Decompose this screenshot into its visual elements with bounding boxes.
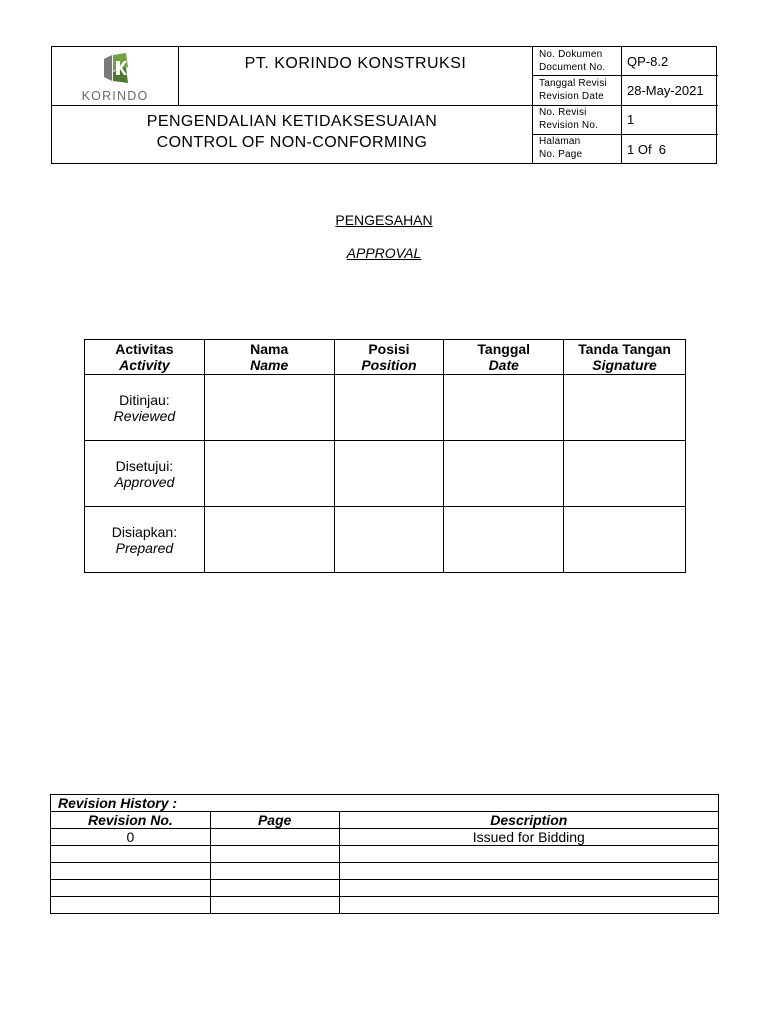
description-cell [339, 897, 718, 914]
revision-no-cell [51, 863, 211, 880]
description-cell [339, 863, 718, 880]
meta-label-revision-date: Tanggal Revisi Revision Date [539, 78, 607, 102]
name-cell[interactable] [204, 441, 334, 507]
meta-value-page: 1 Of 6 [627, 142, 667, 157]
signature-cell[interactable] [564, 507, 686, 573]
table-row [51, 846, 719, 863]
col-header-date: Tanggal Date [444, 340, 564, 375]
name-cell[interactable] [204, 507, 334, 573]
revision-no-cell [51, 880, 211, 897]
description-cell [339, 880, 718, 897]
position-cell[interactable] [334, 507, 444, 573]
date-cell[interactable] [444, 375, 564, 441]
table-row [51, 829, 719, 846]
meta-value-revision-date: 28-May-2021 [627, 83, 704, 98]
table-row [51, 880, 719, 897]
description-cell: Issued for Bidding [339, 829, 718, 846]
approval-header-row [85, 340, 686, 375]
page-cell [210, 897, 339, 914]
table-row [51, 863, 719, 880]
meta-value-revision-no: 1 [627, 112, 635, 127]
table-row [51, 897, 719, 914]
name-cell[interactable] [204, 375, 334, 441]
col-header-position: Posisi Position [334, 340, 444, 375]
table-row [85, 507, 686, 573]
table-row [85, 375, 686, 441]
meta-label-revision-no: No. Revisi Revision No. [539, 107, 599, 131]
row-label-reviewed: Ditinjau: Reviewed [85, 375, 205, 441]
page-cell [210, 863, 339, 880]
logo-text: KORINDO [81, 89, 149, 103]
row-label-approved: Disetujui: Approved [85, 441, 205, 507]
page-cell [210, 846, 339, 863]
revision-no-cell [51, 897, 211, 914]
company-logo [52, 47, 178, 105]
table-row [85, 441, 686, 507]
date-cell[interactable] [444, 507, 564, 573]
col-header-activity: Activitas Activity [85, 340, 205, 375]
signature-cell[interactable] [564, 441, 686, 507]
revision-no-cell [51, 846, 211, 863]
title-en: CONTROL OF NON-CONFORMING [156, 134, 428, 151]
document-title [52, 111, 532, 153]
company-name: PT. KORINDO KONSTRUKSI [244, 55, 467, 72]
meta-label-doc-no: No. Dokumen Document No. [539, 49, 606, 73]
revision-no-cell: 0 [51, 829, 211, 846]
revision-title-row [51, 795, 719, 812]
approval-subheading: APPROVAL [346, 245, 422, 261]
col-header-description: Description [339, 812, 718, 829]
col-header-page: Page [210, 812, 339, 829]
revision-history-title: Revision History : [51, 795, 719, 812]
description-cell [339, 846, 718, 863]
page-cell [210, 829, 339, 846]
col-header-signature: Tanda Tangan Signature [564, 340, 686, 375]
meta-label-page: Halaman No. Page [539, 136, 583, 160]
signature-cell[interactable] [564, 375, 686, 441]
col-header-name: Nama Name [204, 340, 334, 375]
revision-history-table [50, 794, 719, 914]
approval-heading: PENGESAHAN [335, 212, 433, 228]
document-header [51, 46, 717, 164]
approval-table [84, 339, 686, 573]
col-header-revision-no: Revision No. [51, 812, 211, 829]
meta-value-doc-no: QP-8.2 [627, 54, 669, 69]
revision-header-row [51, 812, 719, 829]
date-cell[interactable] [444, 441, 564, 507]
row-label-prepared: Disiapkan: Prepared [85, 507, 205, 573]
page-cell [210, 880, 339, 897]
position-cell[interactable] [334, 441, 444, 507]
position-cell[interactable] [334, 375, 444, 441]
korindo-logo-icon [52, 47, 178, 105]
title-id: PENGENDALIAN KETIDAKSESUAIAN [146, 113, 438, 130]
